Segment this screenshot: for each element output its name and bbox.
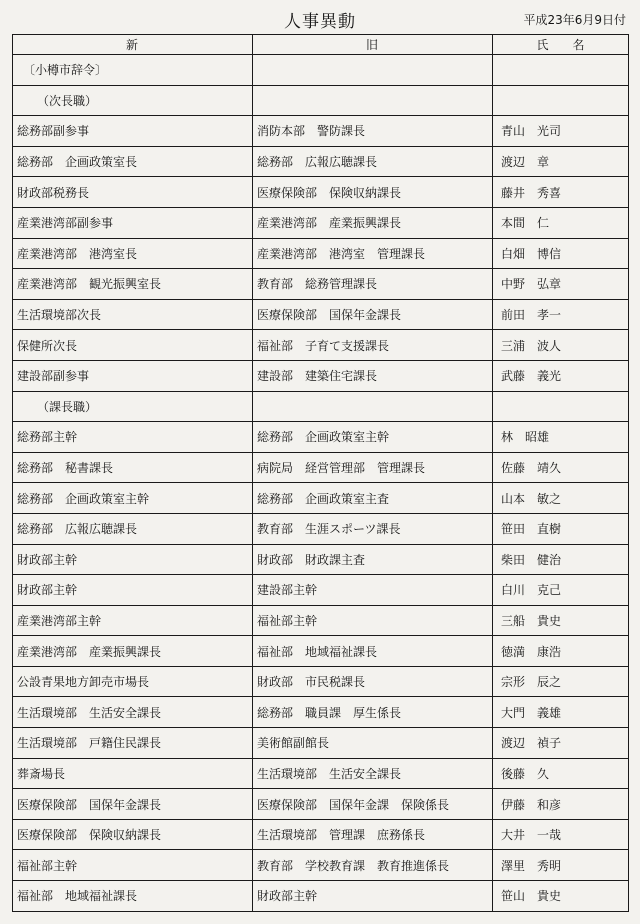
table-body	[13, 55, 629, 912]
old-position-cell: 産業港湾部 産業振興課長	[253, 207, 493, 238]
table-row	[13, 850, 629, 881]
old-position-cell: 建設部主幹	[253, 575, 493, 606]
person-name-cell: 白川 克己	[493, 575, 629, 606]
old-position-cell: 教育部 生涯スポーツ課長	[253, 513, 493, 544]
person-name-cell: 大門 義雄	[493, 697, 629, 728]
person-name-cell: 中野 弘章	[493, 269, 629, 300]
column-header-new: 新	[13, 35, 253, 55]
new-position-cell: 葬斎場長	[13, 758, 253, 789]
old-position-cell: 建設部 建築住宅課長	[253, 360, 493, 391]
old-position-cell: 総務部 職員課 厚生係長	[253, 697, 493, 728]
person-name-cell: 徳満 康浩	[493, 636, 629, 667]
person-name-cell: 藤井 秀喜	[493, 177, 629, 208]
person-name-cell: 本間 仁	[493, 207, 629, 238]
table-row	[13, 819, 629, 850]
old-position-cell: 総務部 広報広聴課長	[253, 146, 493, 177]
table-row	[13, 544, 629, 575]
old-position-cell: 病院局 経営管理部 管理課長	[253, 452, 493, 483]
empty-cell	[493, 55, 629, 86]
table-row	[13, 116, 629, 147]
empty-cell	[253, 55, 493, 86]
table-row	[13, 299, 629, 330]
new-position-cell: 医療保険部 保険収納課長	[13, 819, 253, 850]
old-position-cell: 生活環境部 管理課 庶務係長	[253, 819, 493, 850]
old-position-cell: 教育部 総務管理課長	[253, 269, 493, 300]
old-position-cell: 医療保険部 国保年金課 保険係長	[253, 789, 493, 820]
table-row	[13, 728, 629, 759]
old-position-cell: 財政部主幹	[253, 881, 493, 912]
old-position-cell: 医療保険部 保険収納課長	[253, 177, 493, 208]
personnel-transfer-table	[12, 34, 629, 912]
old-position-cell: 福祉部 子育て支援課長	[253, 330, 493, 361]
table-row	[13, 881, 629, 912]
new-position-cell: 生活環境部次長	[13, 299, 253, 330]
new-position-cell: 総務部 企画政策室長	[13, 146, 253, 177]
old-position-cell: 財政部 市民税課長	[253, 666, 493, 697]
section-row	[13, 85, 629, 116]
column-header-name: 氏 名	[493, 35, 629, 55]
table-row	[13, 666, 629, 697]
old-position-cell: 産業港湾部 港湾室 管理課長	[253, 238, 493, 269]
new-position-cell: 産業港湾部副参事	[13, 207, 253, 238]
person-name-cell: 三浦 波人	[493, 330, 629, 361]
person-name-cell: 武藤 義光	[493, 360, 629, 391]
old-position-cell: 総務部 企画政策室主査	[253, 483, 493, 514]
new-position-cell: 総務部 広報広聴課長	[13, 513, 253, 544]
new-position-cell: 財政部主幹	[13, 575, 253, 606]
person-name-cell: 三船 貴史	[493, 605, 629, 636]
person-name-cell: 笹山 貴史	[493, 881, 629, 912]
old-position-cell: 美術館副館長	[253, 728, 493, 759]
table-row	[13, 789, 629, 820]
table-row	[13, 422, 629, 453]
new-position-cell: 生活環境部 戸籍住民課長	[13, 728, 253, 759]
person-name-cell: 前田 孝一	[493, 299, 629, 330]
person-name-cell: 大井 一哉	[493, 819, 629, 850]
section-row	[13, 55, 629, 86]
document-header	[0, 0, 640, 34]
old-position-cell: 医療保険部 国保年金課長	[253, 299, 493, 330]
person-name-cell: 伊藤 和彦	[493, 789, 629, 820]
table-header-row	[13, 35, 629, 55]
old-position-cell: 福祉部 地域福祉課長	[253, 636, 493, 667]
new-position-cell: 財政部主幹	[13, 544, 253, 575]
new-position-cell: 総務部主幹	[13, 422, 253, 453]
new-position-cell: 産業港湾部 観光振興室長	[13, 269, 253, 300]
person-name-cell: 林 昭雄	[493, 422, 629, 453]
table-row	[13, 636, 629, 667]
new-position-cell: 産業港湾部主幹	[13, 605, 253, 636]
new-position-cell: 総務部 企画政策室主幹	[13, 483, 253, 514]
table-row	[13, 758, 629, 789]
person-name-cell: 笹田 直樹	[493, 513, 629, 544]
table-row	[13, 483, 629, 514]
person-name-cell: 柴田 健治	[493, 544, 629, 575]
table-row	[13, 177, 629, 208]
table-row	[13, 207, 629, 238]
old-position-cell: 総務部 企画政策室主幹	[253, 422, 493, 453]
person-name-cell: 澤里 秀明	[493, 850, 629, 881]
new-position-cell: 建設部副参事	[13, 360, 253, 391]
table-row	[13, 697, 629, 728]
old-position-cell: 財政部 財政課主査	[253, 544, 493, 575]
table-row	[13, 452, 629, 483]
person-name-cell: 白畑 博信	[493, 238, 629, 269]
new-position-cell: 公設青果地方卸売市場長	[13, 666, 253, 697]
effective-date: 平成23年6月9日付	[523, 13, 626, 27]
empty-cell	[493, 85, 629, 116]
table-row	[13, 605, 629, 636]
table-row	[13, 575, 629, 606]
empty-cell	[253, 85, 493, 116]
new-position-cell: 医療保険部 国保年金課長	[13, 789, 253, 820]
table-row	[13, 238, 629, 269]
person-name-cell: 宗形 辰之	[493, 666, 629, 697]
person-name-cell: 渡辺 禎子	[493, 728, 629, 759]
new-position-cell: 生活環境部 生活安全課長	[13, 697, 253, 728]
table-row	[13, 146, 629, 177]
person-name-cell: 山本 敏之	[493, 483, 629, 514]
person-name-cell: 佐藤 靖久	[493, 452, 629, 483]
person-name-cell: 後藤 久	[493, 758, 629, 789]
table-row	[13, 269, 629, 300]
section-label: （課長職）	[13, 391, 253, 422]
old-position-cell: 消防本部 警防課長	[253, 116, 493, 147]
section-label: 〔小樽市辞令〕	[13, 55, 253, 86]
new-position-cell: 福祉部主幹	[13, 850, 253, 881]
new-position-cell: 産業港湾部 産業振興課長	[13, 636, 253, 667]
section-label: （次長職）	[13, 85, 253, 116]
new-position-cell: 総務部副参事	[13, 116, 253, 147]
new-position-cell: 財政部税務長	[13, 177, 253, 208]
empty-cell	[253, 391, 493, 422]
old-position-cell: 福祉部主幹	[253, 605, 493, 636]
person-name-cell: 青山 光司	[493, 116, 629, 147]
table-row	[13, 360, 629, 391]
new-position-cell: 福祉部 地域福祉課長	[13, 881, 253, 912]
new-position-cell: 総務部 秘書課長	[13, 452, 253, 483]
section-row	[13, 391, 629, 422]
new-position-cell: 産業港湾部 港湾室長	[13, 238, 253, 269]
person-name-cell: 渡辺 章	[493, 146, 629, 177]
old-position-cell: 生活環境部 生活安全課長	[253, 758, 493, 789]
table-row	[13, 330, 629, 361]
document-title: 人事異動	[284, 12, 356, 32]
empty-cell	[493, 391, 629, 422]
old-position-cell: 教育部 学校教育課 教育推進係長	[253, 850, 493, 881]
table-row	[13, 513, 629, 544]
new-position-cell: 保健所次長	[13, 330, 253, 361]
column-header-old: 旧	[253, 35, 493, 55]
